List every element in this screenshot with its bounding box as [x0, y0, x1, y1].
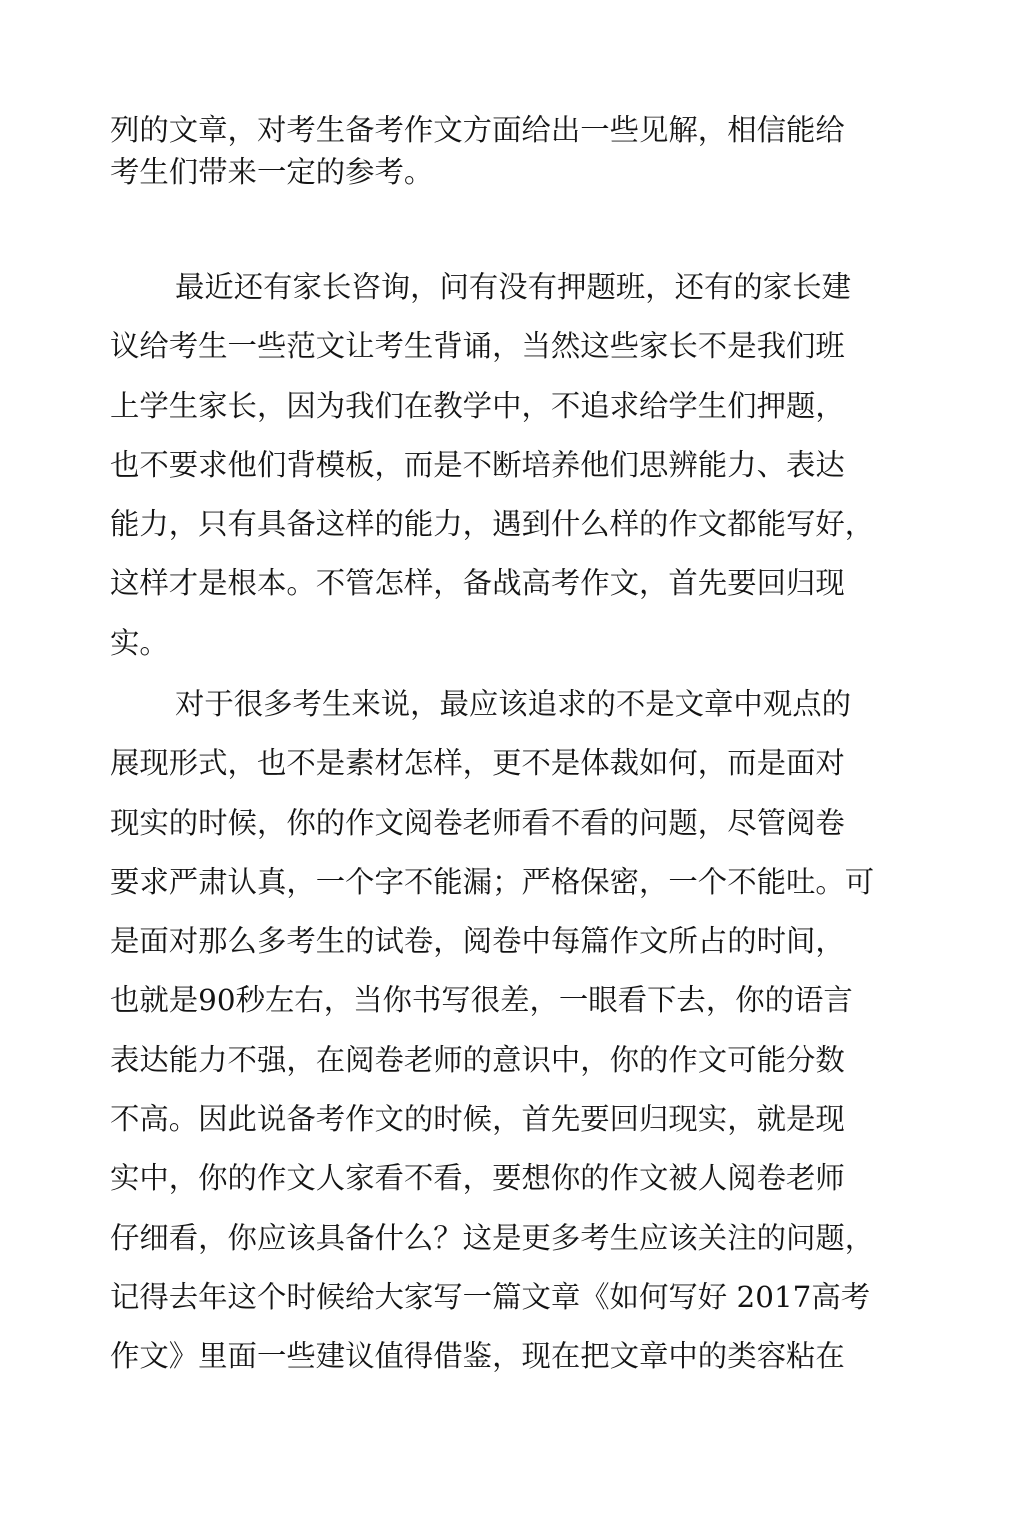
text-line: 这样才是根本。不管怎样，备战高考作文，首先要回归现	[110, 566, 845, 601]
text-line: 作文》里面一些建议值得借鉴，现在把文章中的类容粘在	[110, 1339, 845, 1374]
text-line: 是面对那么多考生的试卷，阅卷中每篇作文所占的时间，	[110, 924, 845, 959]
text-line: 现实的时候，你的作文阅卷老师看不看的问题，尽管阅卷	[110, 805, 845, 840]
text-line: 展现形式，也不是素材怎样，更不是体裁如何，而是面对	[110, 746, 845, 781]
text-line: 也就是90秒左右，当你书写很差，一眼看下去，你的语言	[110, 983, 853, 1018]
text-line: 实中，你的作文人家看不看，要想你的作文被人阅卷老师	[110, 1161, 845, 1196]
text-line: 议给考生一些范文让考生背诵，当然这些家长不是我们班	[110, 329, 845, 364]
text-line: 不高。因此说备考作文的时候，首先要回归现实，就是现	[110, 1102, 845, 1137]
paragraph	[110, 675, 990, 1387]
paragraph-continued	[110, 109, 990, 193]
text-line: 表达能力不强，在阅卷老师的意识中，你的作文可能分数	[110, 1042, 845, 1077]
paragraph	[110, 258, 990, 673]
text-line: 记得去年这个时候给大家写一篇文章《如何写好 2017高考	[110, 1279, 871, 1314]
text-line: 对于很多考生来说，最应该追求的不是文章中观点的	[175, 687, 851, 721]
text-line: 最近还有家长咨询，问有没有押题班，还有的家长建	[175, 270, 851, 304]
text-line: 也不要求他们背模板，而是不断培养他们思辨能力、表达	[110, 447, 845, 482]
text-line: 考生们带来一定的参考。	[110, 155, 434, 189]
text-line: 上学生家长，因为我们在教学中，不追求给学生们押题，	[110, 388, 845, 423]
text-line: 列的文章，对考生备考作文方面给出一些见解，相信能给	[110, 113, 845, 147]
text-line: 实。	[110, 625, 169, 660]
text-line: 要求严肃认真，一个字不能漏；严格保密，一个不能吐。可	[110, 864, 875, 899]
text-line: 能力，只有具备这样的能力，遇到什么样的作文都能写好，	[110, 507, 875, 542]
text-line: 仔细看，你应该具备什么？这是更多考生应该关注的问题，	[110, 1220, 875, 1255]
